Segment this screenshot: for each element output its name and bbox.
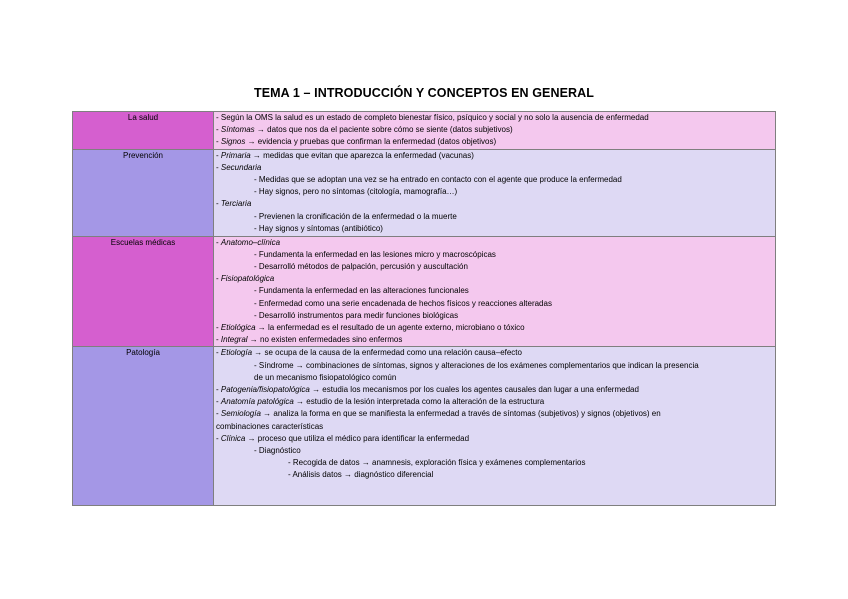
text-line: - Fundamenta la enfermedad en las lesiones micro y macroscópicas xyxy=(254,249,496,259)
row-content-patologia xyxy=(214,347,776,506)
text-line: - Según la OMS la salud es un estado de completo bienestar físico, psíquico y social y no solo la ausencia de enfermedad xyxy=(216,113,649,122)
text-line: - Patogenia/fisiopatológica → estudia los mecanismos por los cuales los agentes causales dan lugar a una enfermedad xyxy=(216,385,639,395)
concepts-table xyxy=(72,111,776,506)
text-line: - Terciaria xyxy=(216,199,252,209)
table-row-escuelas xyxy=(73,236,776,347)
document-title: TEMA 1 – INTRODUCCIÓN Y CONCEPTOS EN GENERAL xyxy=(253,86,595,100)
text-line: - Síndrome → combinaciones de síntomas, signos y alteraciones de los exámenes complementarios que indican la presencia xyxy=(254,360,699,370)
text-line: - Semiología → analiza la forma en que se manifiesta la enfermedad a través de síntomas (subjetivos) y signos (objetivos) en xyxy=(216,409,661,419)
row-content-salud xyxy=(214,112,776,150)
text-line: combinaciones características xyxy=(216,421,324,431)
text-line: - Primaria → medidas que evitan que aparezca la enfermedad (vacunas) xyxy=(216,150,474,160)
row-header-salud: La salud xyxy=(73,112,214,150)
text-line: - Síntomas → datos que nos da el paciente sobre cómo se siente (datos subjetivos) xyxy=(216,125,513,135)
text-line: de un mecanismo fisiopatológico común xyxy=(254,372,397,382)
table-row-salud xyxy=(73,112,776,150)
text-line: - Desarrolló métodos de palpación, percusión y auscultación xyxy=(254,262,468,272)
text-line: - Diagnóstico xyxy=(254,446,301,456)
table-row-prevencion xyxy=(73,149,776,236)
table-row-patologia xyxy=(73,347,776,506)
text-line: - Enfermedad como una serie encadenada de hechos físicos y reacciones alteradas xyxy=(254,298,552,308)
text-line: - Clínica → proceso que utiliza el médico para identificar la enfermedad xyxy=(216,433,470,443)
row-header-escuelas: Escuelas médicas xyxy=(73,236,214,347)
text-line: - Previenen la cronificación de la enfermedad o la muerte xyxy=(254,211,457,221)
text-line: - Hay signos y síntomas (antibiótico) xyxy=(254,223,383,233)
text-line: - Anatomía patológica → estudio de la lesión interpretada como la alteración de la estructura xyxy=(216,397,545,407)
text-line: - Hay signos, pero no síntomas (citología, mamografía…) xyxy=(254,187,458,197)
text-line: - Integral → no existen enfermedades sino enfermos xyxy=(216,335,403,345)
text-line: - Etiológica → la enfermedad es el resultado de un agente externo, microbiano o tóxico xyxy=(216,323,525,333)
text-line: - Análisis datos → diagnóstico diferencial xyxy=(288,470,434,480)
text-line: - Secundaria xyxy=(216,162,262,172)
text-line: - Medidas que se adoptan una vez se ha entrado en contacto con el agente que produce la enfermedad xyxy=(254,175,622,185)
text-line: - Anatomo–clínica xyxy=(216,237,281,247)
text-line: - Fisiopatológica xyxy=(216,274,275,284)
row-content-prevencion xyxy=(214,149,776,236)
text-line: - Desarrolló instrumentos para medir funciones biológicas xyxy=(254,310,459,320)
text-line: - Etiología → se ocupa de la causa de la enfermedad como una relación causa–efecto xyxy=(216,348,522,358)
text-line: - Recogida de datos → anamnesis, exploración física y exámenes complementarios xyxy=(288,458,586,468)
text-line: - Fundamenta la enfermedad en las alteraciones funcionales xyxy=(254,286,469,296)
row-header-patologia: Patología xyxy=(73,347,214,506)
row-content-escuelas xyxy=(214,236,776,347)
row-header-prevencion: Prevención xyxy=(73,149,214,236)
text-line: - Signos → evidencia y pruebas que confirman la enfermedad (datos objetivos) xyxy=(216,137,497,147)
